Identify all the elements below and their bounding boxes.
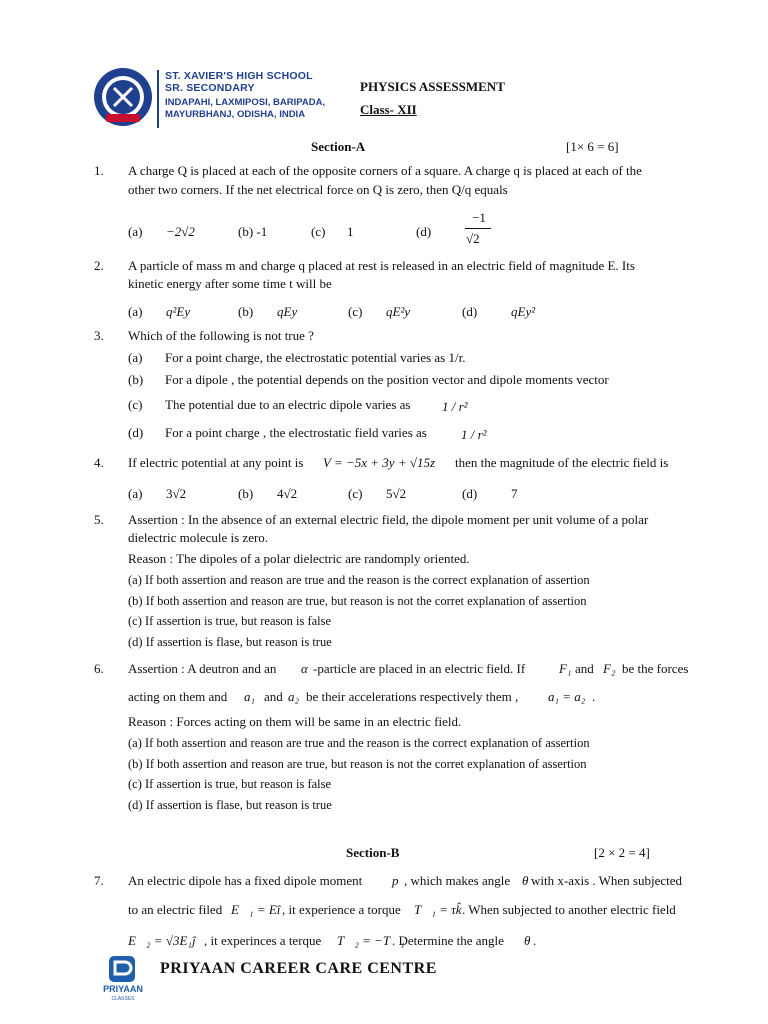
q7-text-9: . [533,933,537,948]
q7-text-6: . When subjected to another electric field [462,902,676,917]
q7-t2: T⃗₂ = −T⃗₁ [337,933,405,948]
q4-opt-c-label: (c) [348,486,363,501]
q2-line1: A particle of mass m and charge q placed at rest is released in an electric field of magnitude E. Its [128,258,635,273]
q3-line1: Which of the following is not true ? [128,328,314,343]
q4-formula: V = −5x + 3y + √15z [323,455,436,470]
q6-number: 6. [94,661,104,676]
school-level: SR. SECONDARY [165,82,255,94]
q4-text-2: then the magnitude of the electric field is [455,455,669,470]
q6-text-3: and [575,661,594,676]
q5-line1: Assertion : In the absence of an external electric field, the dipole moment per unit volume of a polar [128,512,649,527]
priyaan-logo-sub: CLASSES [111,996,135,1002]
q6-text-4: be the forces [622,661,689,676]
q5-choice-b: (b) If both assertion and reason are true, but reason is not the corret explanation of assertion [128,594,587,608]
q6-text-6: and [264,689,283,704]
q7-text-8: . Determine the angle [392,933,504,948]
q7-e2: E⃗₂ = √3E₁ĵ [128,933,196,948]
q5-choice-a: (a) If both assertion and reason are true and the reason is the correct explanation of assertion [128,573,590,587]
q6-choice-a: (a) If both assertion and reason are true and the reason is the correct explanation of assertion [128,736,590,750]
q4-opt-b-label: (b) [238,486,254,501]
q3-number: 3. [94,328,104,343]
q4-opt-d-label: (d) [462,486,478,501]
q6-choice-b: (b) If both assertion and reason are true, but reason is not the corret explanation of assertion [128,757,587,771]
q1-opt-d-denominator: √2 [466,231,480,246]
school-info [165,70,325,121]
q2-opt-b: qEy [277,304,298,319]
school-logo [92,66,154,128]
q7-text-7: , it experinces a terque [204,933,322,948]
q2-line2: kinetic energy after some time t will be [128,276,332,291]
q1-opt-a: −2√2 [166,224,195,239]
q1-line2: other two corners. If the net electrical force on Q is zero, then Q/q equals [128,182,508,197]
q7-number: 7. [94,873,104,888]
q5-reason: Reason : The dipoles of a polar dielectric are randomply oriented. [128,551,470,566]
q3-c-text: The potential due to an electric dipole varies as [165,397,411,412]
exam-title: PHYSICS ASSESSMENT [360,79,505,94]
q4-opt-a-label: (a) [128,486,143,501]
q2-opt-c-label: (c) [348,304,363,319]
q2-opt-a-label: (a) [128,304,143,319]
q6-choice-c: (c) If assertion is true, but reason is false [128,777,332,791]
q6-text-7: be their accelerations respectively them , [306,689,519,704]
q7-t1: T⃗₁ = τk̂ [414,902,462,917]
q1-opt-c: 1 [347,224,354,239]
q2-opt-d-label: (d) [462,304,478,319]
q7-text-3: with x-axis . When subjected [531,873,683,888]
q7-theta-2: θ [524,933,531,948]
section-b-marks: [2 × 2 = 4] [594,845,650,860]
q6-f1: F₁ [559,661,572,676]
q4-opt-a: 3√2 [166,486,187,501]
q3-b-text: For a dipole , the potential depends on the position vector and dipole moments vector [165,372,609,387]
q7-e1: E⃗₁ = Eî [231,902,281,917]
priyaan-logo [93,952,153,1002]
q6-a2: a₂ [288,689,300,704]
q3-c-label: (c) [128,397,143,412]
q5-line2: dielectric molecule is zero. [128,530,269,545]
q6-a1: a₁ [244,689,256,704]
class-label: Class- XII [360,102,417,117]
q1-opt-d-numerator: −1 [472,210,486,225]
school-name: ST. XAVIER'S HIGH SCHOOL [165,70,313,82]
q4-text-1: If electric potential at any point is [128,455,304,470]
q6-choice-d: (d) If assertion is flase, but reason is true [128,798,332,812]
q6-text-1: Assertion : A deutron and an [128,661,277,676]
q3-a-label: (a) [128,350,143,365]
q1-opt-d-label: (d) [416,224,432,239]
q5-number: 5. [94,512,104,527]
school-address-1: INDAPAHI, LAXMIPOSI, BARIPADA, [165,97,326,108]
section-b-title: Section-B [346,845,400,860]
q6-equality: a₁ = a₂ [548,689,586,704]
q7-text-4: to an electric filed [128,902,223,917]
q7-text-5: , it experience a torque [282,902,401,917]
school-address-2: MAYURBHANJ, ODISHA, INDIA [165,109,306,120]
q6-f2: F₂ [603,661,616,676]
footer-centre-name: PRIYAAN CAREER CARE CENTRE [160,960,437,977]
q6-reason: Reason : Forces acting on them will be same in an electric field. [128,714,462,729]
q3-a-text: For a point charge, the electrostatic potential varies as 1/r. [165,350,466,365]
priyaan-logo-text: PRIYAAN [103,984,143,994]
q1-opt-b: (b) -1 [238,224,268,239]
header-divider [157,70,159,128]
section-a-marks: [1× 6 = 6] [566,139,619,154]
q4-opt-d: 7 [511,486,518,501]
q3-b-label: (b) [128,372,144,387]
q4-opt-b: 4√2 [277,486,298,501]
q6-text-2: -particle are placed in an electric field. If [313,661,526,676]
q7-p: p⃗ [392,873,409,888]
q3-d-label: (d) [128,425,144,440]
q2-opt-a: q²Ey [166,304,191,319]
q7-theta-1: θ [522,873,529,888]
q4-number: 4. [94,455,104,470]
q3-c-formula: 1 / r² [442,399,468,414]
q6-alpha: α [301,661,308,676]
q6-text-5: acting on them and [128,689,228,704]
q3-d-text: For a point charge , the electrostatic field varies as [165,425,427,440]
q2-number: 2. [94,258,104,273]
fraction-bar [465,228,491,229]
q2-opt-c: qE²y [386,304,411,319]
q1-number: 1. [94,163,104,178]
q2-opt-b-label: (b) [238,304,254,319]
q5-choice-c: (c) If assertion is true, but reason is false [128,614,332,628]
q1-opt-a-label: (a) [128,224,143,239]
q1-line1: A charge Q is placed at each of the opposite corners of a square. A charge q is placed at each of the [128,163,642,178]
q5-choice-d: (d) If assertion is flase, but reason is true [128,635,332,649]
q3-d-formula: 1 / r² [461,427,487,442]
q6-text-8: . [592,689,596,704]
section-a-title: Section-A [311,139,366,154]
q4-opt-c: 5√2 [386,486,407,501]
q7-text-1: An electric dipole has a fixed dipole moment [128,873,363,888]
q7-text-2: , which makes angle [404,873,511,888]
q1-opt-c-label: (c) [311,224,326,239]
q2-opt-d: qEy² [511,304,536,319]
